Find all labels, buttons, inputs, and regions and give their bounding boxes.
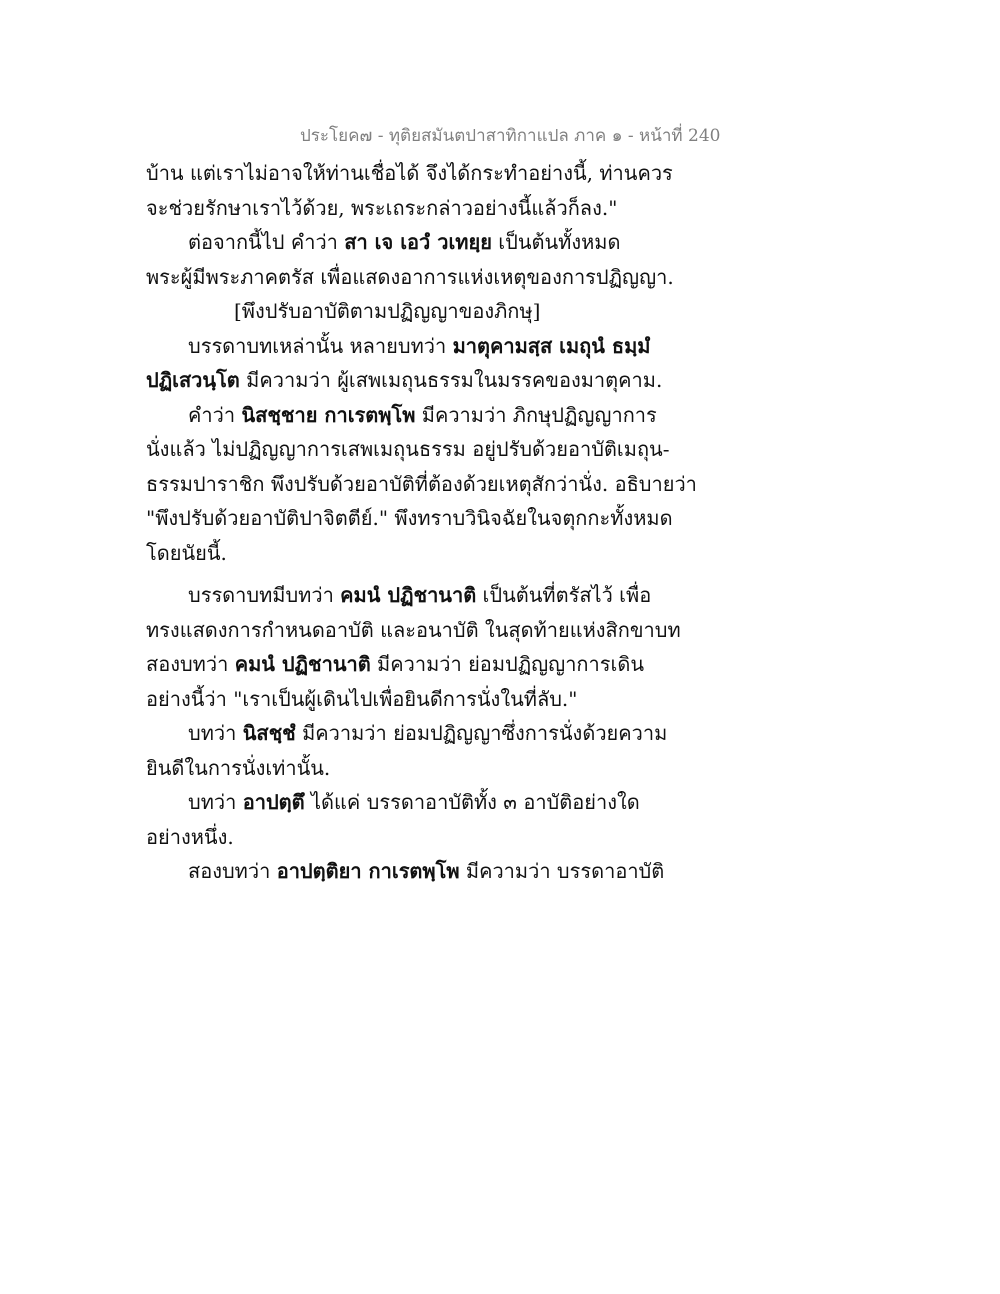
page-header: ประโยค๗ - ทุติยสมันตปาสาทิกาแปล ภาค ๑ - หน้าที่ 240 [300,126,721,146]
text-segment: สองบทว่า [146,652,235,676]
section-heading [146,294,706,329]
text-line [146,820,706,855]
pali-term: คมนํ ปฏิชานาติ [234,652,371,676]
text-segment: มีความว่า ย่อมปฏิญญาการเดิน [370,652,645,676]
pali-term: มาตุคามสฺส เมถุนํ ธมฺมํ [452,333,651,358]
text-line [146,854,706,889]
text-line [146,156,706,191]
pali-term: นิสชฺชาย กาเรตพฺโพ [241,402,416,427]
text-line [146,751,706,786]
text-segment: ธรรมปาราชิก พึงปรับด้วยอาบัติที่ต้องด้วยเหตุสักว่านั่ง. อธิบายว่า [146,471,697,496]
text-segment: โดยนัยนี้. [146,540,227,565]
text-segment: [พึงปรับอาบัติตามปฏิญญาของภิกษุ] [234,299,541,323]
text-line [146,260,706,295]
text-line [146,467,706,502]
text-segment: "พึงปรับด้วยอาบัติปาจิตตีย์." พึงทราบวินิจฉัยในจตุกกะทั้งหมด [146,506,673,530]
text-line [146,191,706,226]
pali-term: นิสชฺชํ [242,721,296,745]
text-line [146,613,706,648]
text-segment: คำว่า [188,402,242,427]
text-segment: มีความว่า ย่อมปฏิญญาซึ่งการนั่งด้วยความ [295,721,668,745]
text-segment: มีความว่า บรรดาอาบัติ [459,859,665,883]
text-line [146,682,706,717]
text-segment: จะช่วยรักษาเราไว้ด้วย, พระเถระกล่าวอย่างนี้แล้วก็ลง." [146,195,618,220]
text-segment: เป็นต้นที่ตรัสไว้ เพื่อ [476,583,652,607]
text-segment: สองบทว่า [188,859,277,883]
text-segment: พระผู้มีพระภาคตรัส เพื่อแสดงอาการแห่งเหตุของการปฏิญญา. [146,264,674,289]
text-line [146,432,706,467]
text-segment: บทว่า [188,721,243,745]
pali-term: อาปตฺตึ [242,790,305,814]
pali-term: ปฏิเสวนฺโต [146,368,240,392]
pali-term: สา เจ เอวํ วเทยฺย [344,230,492,254]
text-line [146,536,706,571]
text-segment: อย่างหนึ่ง. [146,824,234,849]
text-line [146,225,706,260]
text-line [146,363,706,398]
text-segment: ทรงแสดงการกำหนดอาบัติ และอนาบัติ ในสุดท้ายแห่งสิกขาบท [146,617,681,642]
text-line [146,578,706,613]
text-segment: ยินดีในการนั่งเท่านั้น. [146,755,331,780]
text-segment: บ้าน แต่เราไม่อาจให้ท่านเชื่อได้ จึงได้กระทำอย่างนี้, ท่านควร [146,161,673,185]
text-segment: อย่างนี้ว่า "เราเป็นผู้เดินไปเพื่อยินดีการนั่งในที่ลับ." [146,686,578,711]
text-line [146,785,706,820]
text-segment: ได้แค่ บรรดาอาบัติทั้ง ๓ อาบัติอย่างใด [304,790,640,814]
text-segment: บทว่า [188,790,243,814]
text-segment: มีความว่า ภิกษุปฏิญญาการ [415,402,657,427]
text-segment: บรรดาบทมีบทว่า [188,583,341,607]
text-segment: บรรดาบทเหล่านั้น หลายบทว่า [188,333,453,358]
text-line [146,501,706,536]
text-line [146,398,706,433]
text-segment: มีความว่า ผู้เสพเมถุนธรรมในมรรคของมาตุคาม. [239,368,663,392]
text-line [146,647,706,682]
text-segment: นั่งแล้ว ไม่ปฏิญญาการเสพเมถุนธรรม อยู่ปรับด้วยอาบัติเมถุน- [146,437,670,461]
text-segment: ต่อจากนี้ไป คำว่า [188,230,345,254]
body-text [146,156,706,889]
pali-term: อาปตฺติยา กาเรตพฺโพ [276,859,460,883]
text-line [146,329,706,364]
text-segment: เป็นต้นทั้งหมด [491,230,621,254]
pali-term: คมนํ ปฏิชานาติ [340,583,477,607]
text-line [146,716,706,751]
